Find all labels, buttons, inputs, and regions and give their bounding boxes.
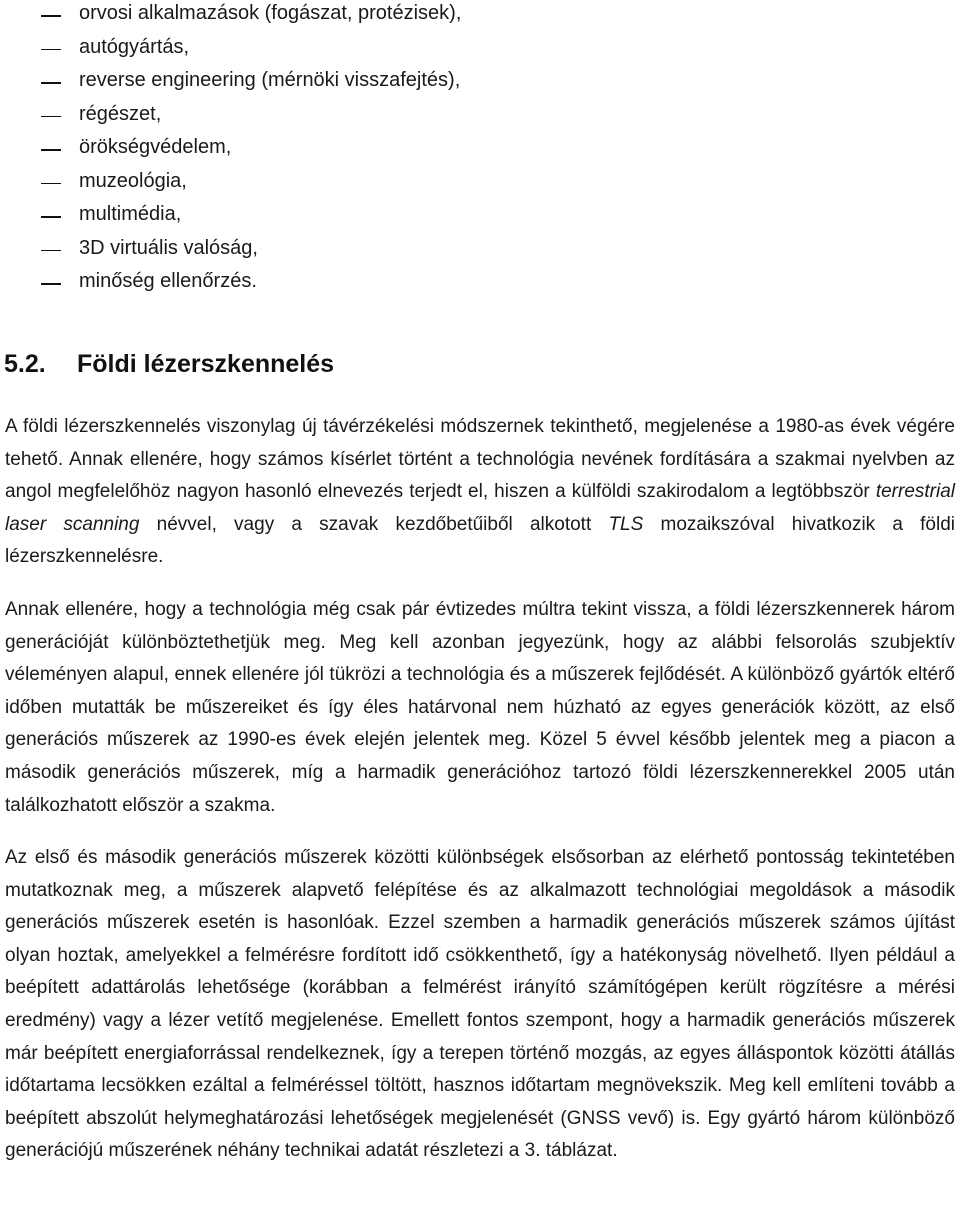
dash-bullet-icon (41, 15, 61, 17)
list-item-text: 3D virtuális valóság, (79, 236, 258, 259)
section-heading (4, 350, 334, 379)
paragraph-text: mozaikszóval hivatkozik a földi lézerszkennelésre. (5, 513, 955, 568)
list-item-text: örökségvédelem, (79, 136, 232, 158)
list-item-text: minőség ellenőrzés. (79, 270, 257, 292)
section-number: 5.2. (4, 350, 46, 378)
paragraph-generations: Annak ellenére, hogy a technológia még csak pár évtizedes múltra tekint vissza, a földi lézerszkennerek három generációját különböztethetjük meg. Meg kell azonban jegyezünk, hogy az alábbi felsorolás szubjektív véleményen alapul, ennek ellenére jól tükrözi a technológia és a műszerek fejlődését. A különböző gyártók eltérő időben mutatták be műszereiket és így éles határvonal nem húzható az egyes generációk között, az első generációs műszerek az 1990-es évek elején jelentek meg. Közel 5 évvel később jelentek meg a piacon a második generációs műszerek, míg a harmadik generációhoz tartozó földi lézerszkennerekkel 2005 után találkozhatott először a szakma. (5, 599, 955, 816)
italic-term: terrestrial laser scanning (5, 481, 955, 535)
list-item-text: reverse engineering (mérnöki visszafejtés), (79, 69, 461, 91)
paragraph-text: A földi lézerszkennelés viszonylag új távérzékelési módszernek tekinthető, megjelenése a 1980-as évek végére tehető. Annak ellenére, hogy számos kísérlet történt a technológia nevének fordítására a szakmai nyelvben az angol megfelelőhöz nagyon hasonló elnevezés terjedt el, hiszen a külföldi szakirodalom a legtöbbször (5, 416, 955, 503)
dash-bullet-icon (41, 283, 61, 285)
list-item-text: multimédia, (79, 203, 182, 225)
list-item-text: régészet, (79, 102, 162, 125)
dash-bullet-icon (41, 82, 61, 84)
list-item-text: autógyártás, (79, 35, 190, 58)
dash-bullet-icon (41, 183, 61, 185)
dash-bullet-icon (41, 250, 61, 252)
dash-bullet-icon (41, 216, 61, 218)
italic-acronym: TLS (608, 513, 644, 535)
paragraph-differences: Az első és második generációs műszerek közötti különbségek elsősorban az elérhető pontosság tekintetében mutatkoznak meg, a műszerek alapvető felépítése és az alkalmazott technológiai megoldások a második generációs műszerek esetén is hasonlóak. Ezzel szemben a harmadik generációs műszerek számos újítást olyan hoztak, amelyekkel a felmérésre fordított idő csökkenthető, így a hatékonyság növelhető. Ilyen például a beépített adattárolás lehetősége (korábban a felmérést irányító számítógépen került rögzítésre a mérési eredmény) vagy a lézer vetítő megjelenése. Emellett fontos szempont, hogy a harmadik generációs műszerek már beépített energiaforrással rendelkeznek, így a terepen történő mozgás, az egyes álláspontok közötti átállás időtartama lecsökken ezáltal a felméréssel töltött, hasznos időtartam megnövekszik. Meg kell említeni tovább a beépített abszolút helymeghatározási lehetőségek megjelenését (GNSS vevő) is. Egy gyártó három különböző generációjú műszerének néhány technikai adatát részletezi a 3. táblázat. (5, 847, 955, 1162)
dash-bullet-icon (41, 49, 61, 51)
dash-bullet-icon (41, 149, 61, 151)
list-item-text: orvosi alkalmazások (fogászat, protézisek), (79, 2, 462, 24)
paragraph-text: névvel, vagy a szavak kezdőbetűiből alkotott (139, 513, 609, 535)
list-item-text: muzeológia, (79, 169, 187, 192)
paragraph-intro (5, 411, 955, 574)
dash-bullet-icon (41, 116, 61, 118)
section-title: Földi lézerszkennelés (77, 350, 335, 378)
